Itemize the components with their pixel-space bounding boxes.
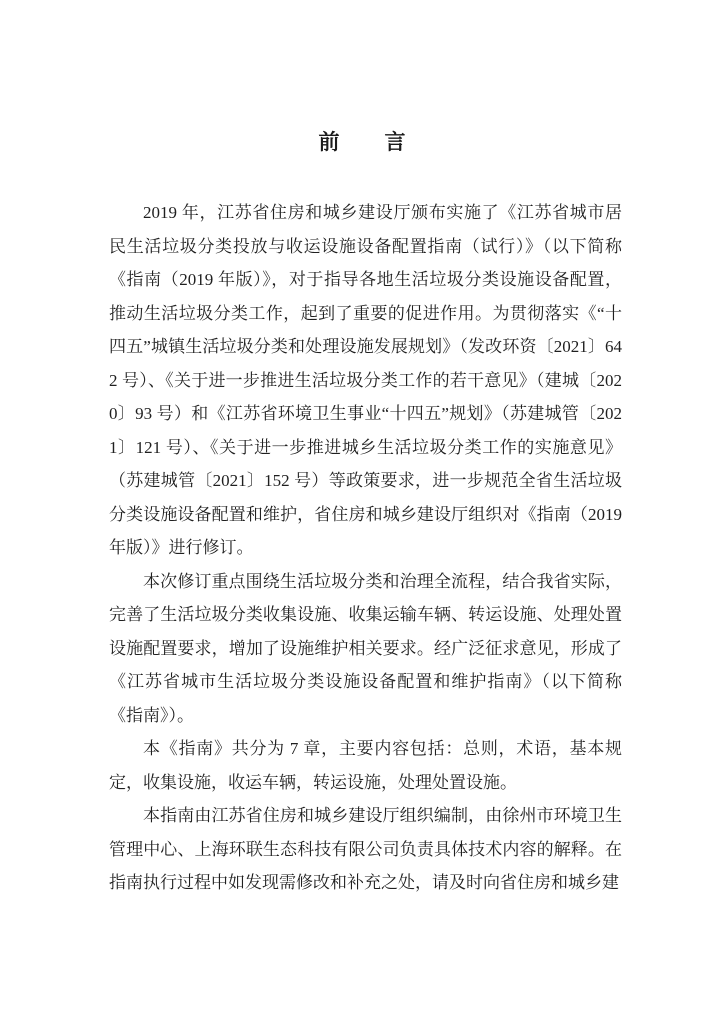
paragraph-1: 2019 年，江苏省住房和城乡建设厅颁布实施了《江苏省城市居民生活垃圾分类投放与收运设施设备配置指南（试行）》（以下简称《指南（2019 年版）》，对于指导各地生活垃圾分类设施设备配置，推动生活垃圾分类工作，起到了重要的促进作用。为贯彻落实《“十四五”城镇生活垃圾分类和处理设施发展规划》（发改环资〔2021〕642 号）、《关于进一步推进生活垃圾分类工作的若干意见》（建城〔2020〕93 号）和《江苏省环境卫生事业“十四五”规划》（苏建城管〔2021〕121 号）、《关于进一步推进城乡生活垃圾分类工作的实施意见》（苏建城管〔2021〕152 号）等政策要求，进一步规范全省生活垃圾分类设施设备配置和维护，省住房和城乡建设厅组织对《指南（2019 年版）》进行修订。: [109, 203, 622, 557]
paragraph-2: 本次修订重点围绕生活垃圾分类和治理全流程，结合我省实际，完善了生活垃圾分类收集设施、收集运输车辆、转运设施、处理处置设施配置要求，增加了设施维护相关要求。经广泛征求意见，形成了《江苏省城市生活垃圾分类设施设备配置和维护指南》（以下简称《指南》）。: [109, 571, 622, 725]
document-body: [109, 196, 622, 900]
page-title: 前 言: [318, 130, 407, 154]
paragraph-4: 本指南由江苏省住房和城乡建设厅组织编制，由徐州市环境卫生管理中心、上海环联生态科技有限公司负责具体技术内容的解释。在指南执行过程中如发现需修改和补充之处，请及时向省住房和城乡建: [109, 806, 622, 892]
paragraph-3: 本《指南》共分为 7 章，主要内容包括：总则，术语，基本规定，收集设施，收运车辆，转运设施，处理处置设施。: [109, 739, 622, 792]
